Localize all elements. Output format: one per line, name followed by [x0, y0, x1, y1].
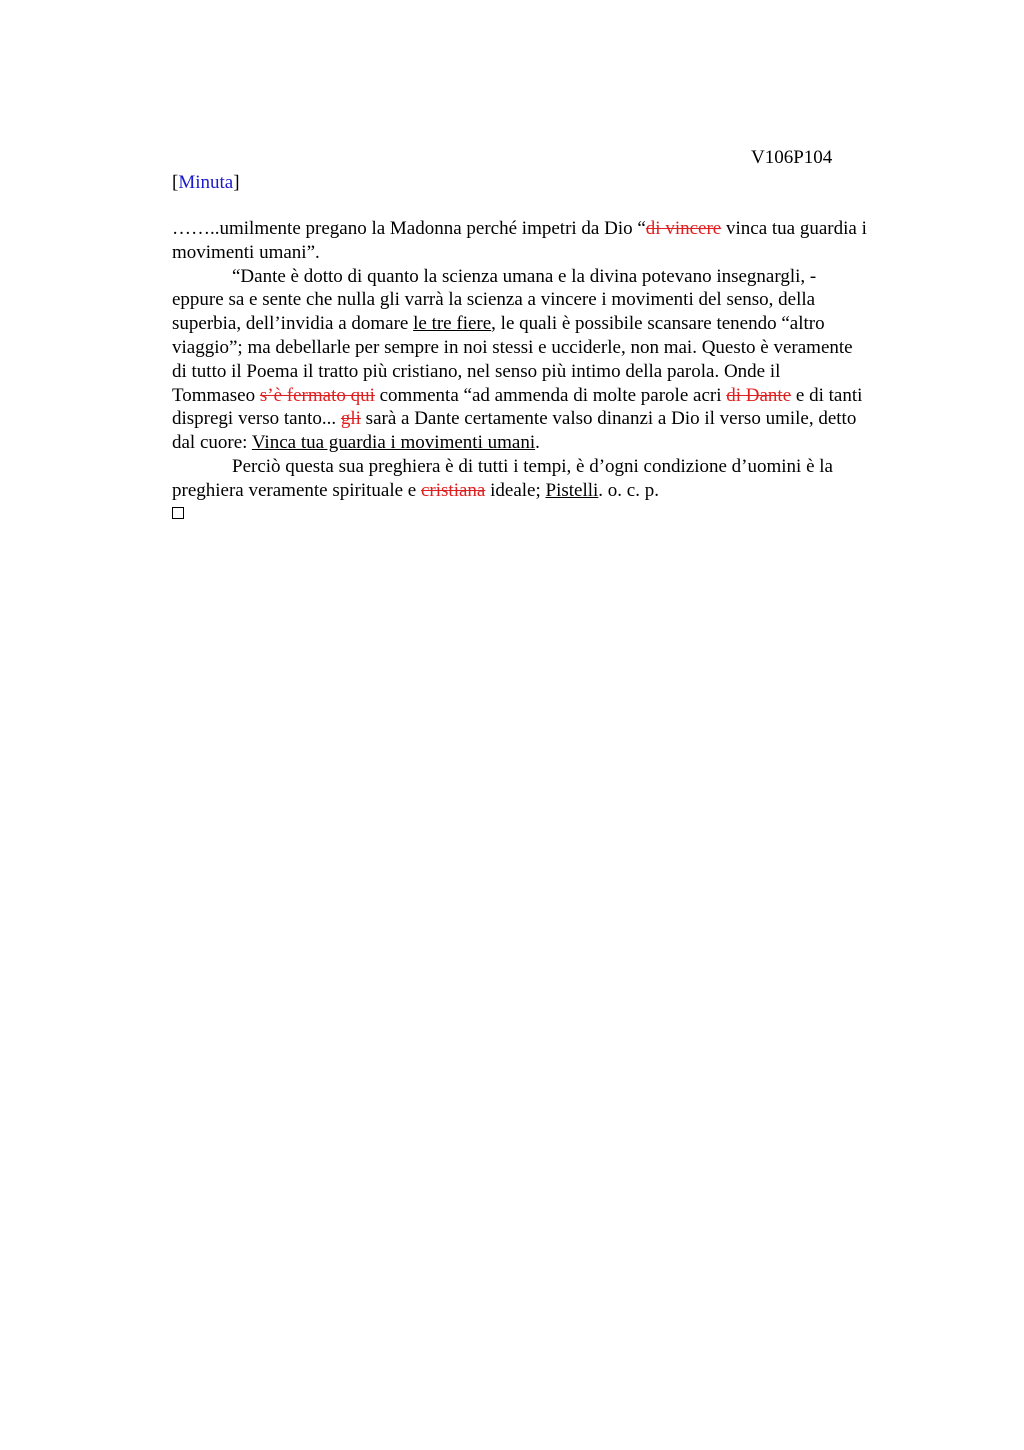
text-span: ideale; — [485, 479, 546, 501]
text-span: dal cuore: — [172, 432, 252, 454]
text-line-7: di tutto il Poema il tratto più cristiano, nel senso più intimo della parola. Onde il — [172, 360, 781, 382]
document-body — [172, 217, 932, 503]
text-span: dispregi verso tanto... — [172, 408, 341, 430]
text-span: . o. c. p. — [598, 479, 659, 501]
text-line-1 — [172, 217, 932, 241]
underlined-text: Pistelli — [545, 479, 599, 501]
text-span: Tommaseo — [172, 384, 260, 406]
deleted-text: cristiana — [421, 479, 486, 501]
document-id: V106P104 — [751, 147, 833, 168]
checkbox-square-icon — [172, 507, 184, 519]
heading-close-bracket: ] — [233, 172, 240, 193]
text-span: e di tanti — [791, 384, 863, 406]
text-span: commenta “ad ammenda di molte parole acri — [374, 384, 727, 406]
text-line-8 — [172, 384, 932, 408]
heading-label: Minuta — [178, 172, 234, 193]
deleted-text: di vincere — [645, 218, 722, 239]
underlined-text: Vinca tua guardia i movimenti umani — [251, 432, 536, 454]
text-span: superbia, dell’invidia a domare — [172, 313, 414, 335]
deleted-text: gli — [340, 408, 361, 430]
text-line-4: eppure sa e sente che nulla gli varrà la scienza a vincere i movimenti del senso, della — [172, 289, 816, 311]
text-line-3: “Dante è dotto di quanto la scienza umana e la divina potevano insegnargli, - — [232, 265, 817, 287]
text-line-11: Perciò questa sua preghiera è di tutti i tempi, è d’ogni condizione d’uomini è la — [232, 455, 833, 477]
text-span: , le quali è possibile scansare tenendo “altro — [491, 313, 825, 335]
text-span: ……..umilmente pregano la Madonna perché impetri da Dio “ — [172, 218, 646, 239]
text-line-6: viaggio”; ma debellarle per sempre in noi stessi e ucciderle, non mai. Questo è veramente — [172, 336, 853, 358]
text-line-9 — [172, 407, 932, 431]
text-line-5 — [172, 312, 932, 336]
underlined-text: le tre fiere — [413, 313, 492, 335]
text-span: vinca tua guardia i — [721, 218, 867, 239]
text-span: . — [535, 432, 540, 454]
heading-open-bracket: [ — [172, 172, 179, 193]
document-heading — [172, 171, 240, 195]
text-span: sarà a Dante certamente valso dinanzi a Dio il verso umile, detto — [360, 408, 857, 430]
text-span: preghiera veramente spirituale e — [172, 479, 421, 501]
deleted-text: di Dante — [726, 384, 792, 406]
text-line-10 — [172, 431, 932, 455]
deleted-text: s’è fermato qui — [259, 384, 375, 406]
text-line-2: movimenti umani”. — [172, 241, 320, 263]
text-line-12 — [172, 479, 932, 503]
